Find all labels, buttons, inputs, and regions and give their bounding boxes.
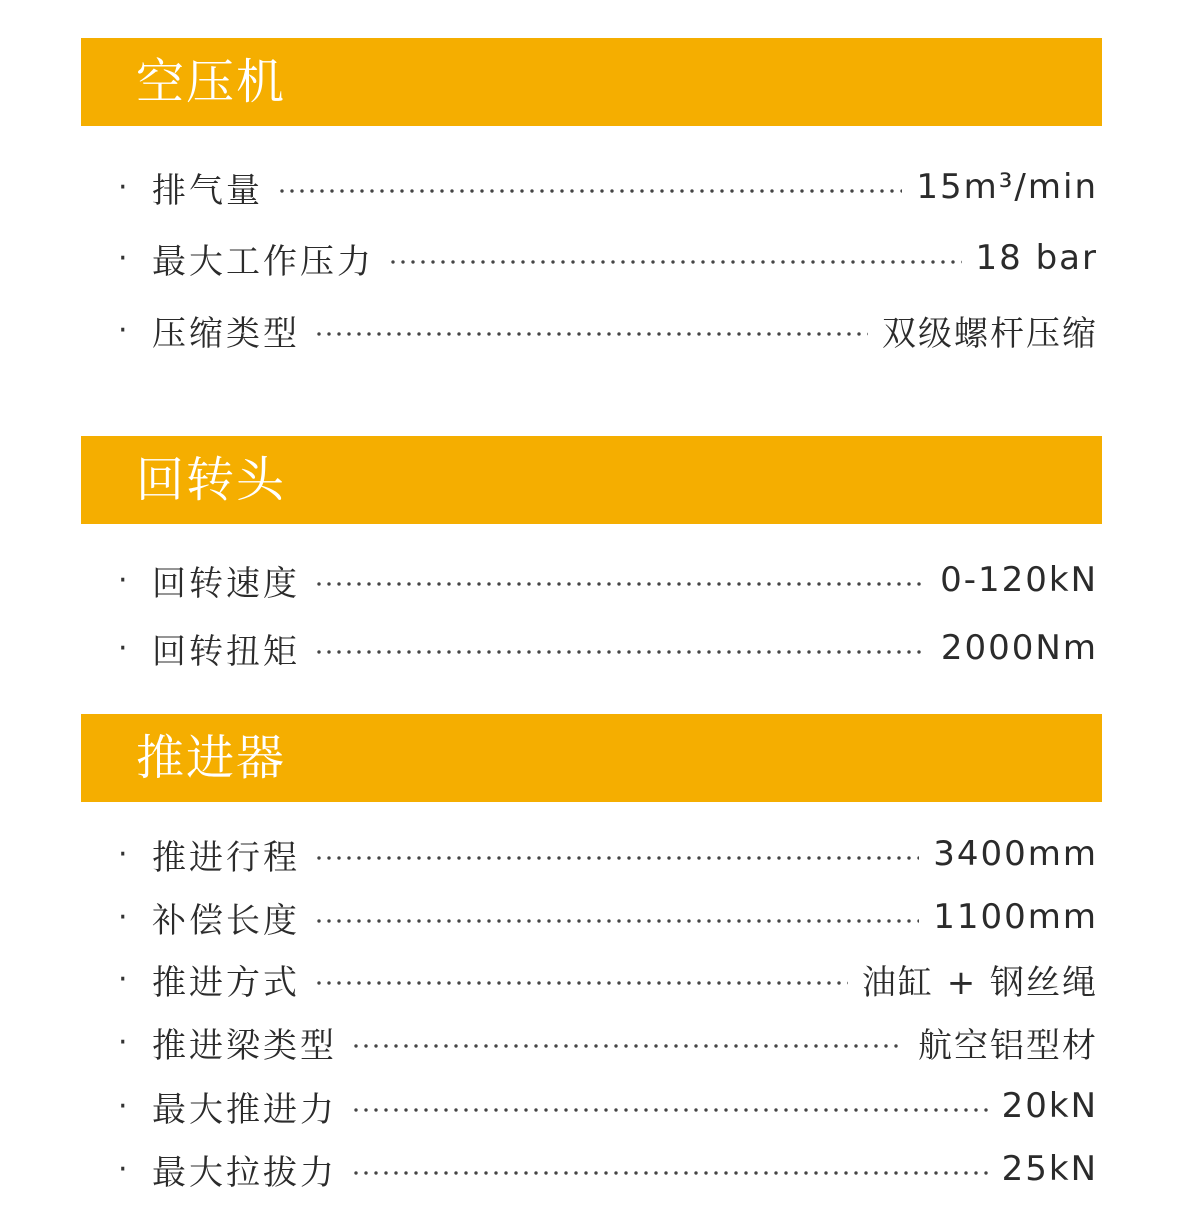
spec-row: [118, 162, 1098, 212]
bullet-dot: ·: [118, 169, 128, 205]
spec-label: 推进行程: [152, 837, 300, 878]
spec-label: 最大拉拔力: [152, 1152, 337, 1193]
spec-label: 补偿长度: [152, 900, 300, 941]
spec-value: 25kN: [1001, 1149, 1098, 1189]
spec-label: 推进梁类型: [152, 1025, 337, 1066]
spec-value: 航空铝型材: [918, 1025, 1098, 1066]
spec-value: 双级螺杆压缩: [882, 313, 1098, 354]
bullet-dot: ·: [118, 562, 128, 598]
spec-label: 最大工作压力: [152, 241, 374, 282]
bullet-dot: ·: [118, 312, 128, 348]
dot-leader: [314, 981, 848, 985]
dot-leader: [351, 1044, 904, 1048]
spec-row: [118, 555, 1098, 605]
spec-label: 回转速度: [152, 563, 300, 604]
dot-leader: [351, 1108, 988, 1112]
dot-leader: [314, 856, 919, 860]
spec-row: [118, 233, 1098, 283]
section-title: 空压机: [136, 54, 287, 110]
spec-label: 最大推进力: [152, 1089, 337, 1130]
bullet-dot: ·: [118, 836, 128, 872]
bullet-dot: ·: [118, 240, 128, 276]
spec-value: 15m³/min: [916, 167, 1098, 207]
spec-value: 20kN: [1001, 1086, 1098, 1126]
bullet-dot: ·: [118, 1151, 128, 1187]
section-header: [81, 436, 1102, 524]
bullet-dot: ·: [118, 630, 128, 666]
section-header: [81, 714, 1102, 802]
spec-row: [118, 1144, 1098, 1194]
dot-leader: [314, 332, 868, 336]
bullet-dot: ·: [118, 961, 128, 997]
spec-label: 回转扭矩: [152, 631, 300, 672]
spec-value: 18 bar: [975, 238, 1098, 278]
bullet-dot: ·: [118, 899, 128, 935]
spec-value: 油缸 + 钢丝绳: [861, 962, 1098, 1003]
bullet-dot: ·: [118, 1088, 128, 1124]
section-title: 回转头: [136, 452, 287, 508]
spec-value: 3400mm: [933, 834, 1098, 874]
section-header: [81, 38, 1102, 126]
dot-leader: [314, 919, 919, 923]
spec-row: [118, 1081, 1098, 1131]
spec-label: 排气量: [152, 170, 263, 211]
spec-row: [118, 892, 1098, 942]
dot-leader: [351, 1171, 988, 1175]
spec-row: [118, 829, 1098, 879]
spec-row: [118, 954, 1098, 1004]
spec-row: [118, 1017, 1098, 1067]
dot-leader: [314, 582, 926, 586]
bullet-dot: ·: [118, 1024, 128, 1060]
dot-leader: [388, 260, 962, 264]
spec-row: [118, 305, 1098, 355]
spec-value: 2000Nm: [940, 628, 1098, 668]
spec-value: 1100mm: [933, 897, 1098, 937]
spec-label: 压缩类型: [152, 313, 300, 354]
dot-leader: [277, 189, 902, 193]
spec-row: [118, 623, 1098, 673]
spec-label: 推进方式: [152, 962, 300, 1003]
spec-value: 0-120kN: [940, 560, 1098, 600]
section-title: 推进器: [136, 730, 287, 786]
dot-leader: [314, 650, 927, 654]
